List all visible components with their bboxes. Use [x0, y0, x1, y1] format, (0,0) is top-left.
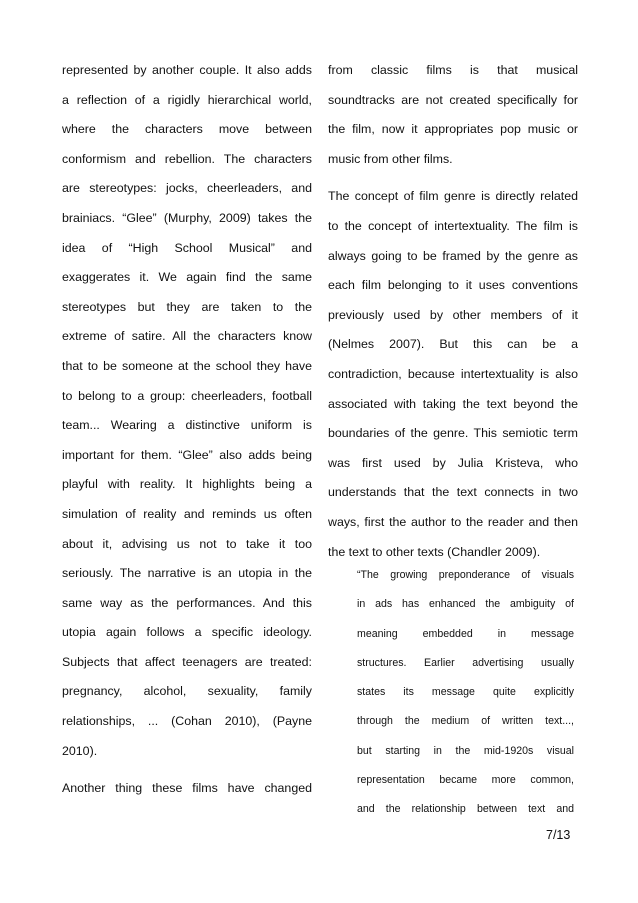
- text-line: Subjects that affect teenagers are treated:: [62, 654, 312, 669]
- text-line: stereotypes but they are taken to the: [62, 299, 312, 314]
- text-line: previously used by other members of it: [328, 307, 578, 322]
- text-line: each film belonging to it uses conventions: [328, 278, 578, 293]
- text-line: the text to other texts (Chandler 2009).: [328, 544, 541, 559]
- text-line: brainiacs. “Glee” (Murphy, 2009) takes the: [62, 210, 312, 225]
- text-line: about it, advising us not to take it too: [62, 536, 312, 551]
- text-line: 2010).: [62, 743, 98, 758]
- quote-line: representation became more common,: [357, 774, 574, 787]
- text-line: to belong to a group: cheerleaders, football: [62, 388, 312, 403]
- left-paragraph-2: [62, 778, 312, 808]
- page-number: 7/13: [546, 828, 571, 842]
- text-line: boundaries of the genre. This semiotic term: [328, 426, 578, 441]
- text-line: idea of “High School Musical” and: [62, 240, 312, 255]
- text-line: soundtracks are not created specifically for: [328, 92, 578, 107]
- text-line: music from other films.: [328, 151, 453, 166]
- paragraph-gap: [328, 178, 578, 186]
- text-line: important for them. “Glee” also adds being: [62, 447, 312, 462]
- text-line: same way as the performances. And this: [62, 595, 312, 610]
- text-line: where the characters move between: [62, 122, 312, 137]
- right-column: [328, 60, 578, 571]
- text-line: simulation of reality and reminds us often: [62, 506, 312, 521]
- quote-line: states its message quite explicitly: [357, 686, 574, 699]
- text-line: contradiction, because intertextuality is also: [328, 366, 578, 381]
- text-line: always going to be framed by the genre as: [328, 248, 578, 263]
- text-line: relationships, ... (Cohan 2010), (Payne: [62, 714, 312, 729]
- block-quote: [357, 566, 574, 830]
- text-line: the film, now it appropriates pop music or: [328, 122, 578, 137]
- text-line: extreme of satire. All the characters know: [62, 329, 312, 344]
- text-line: Another thing these films have changed: [62, 781, 312, 796]
- quote-line: “The growing preponderance of visuals: [357, 569, 574, 581]
- text-line: associated with taking the text beyond the: [328, 396, 578, 411]
- text-line: from classic films is that musical: [328, 63, 578, 77]
- text-line: The concept of film genre is directly related: [328, 189, 578, 204]
- text-line: conformism and rebellion. The characters: [62, 151, 312, 166]
- quote-line: and the relationship between text and: [357, 803, 574, 816]
- right-paragraph-1: [328, 60, 578, 178]
- text-line: playful with reality. It highlights being a: [62, 477, 312, 492]
- text-line: exaggerates it. We again find the same: [62, 270, 312, 285]
- text-line: that to be someone at the school they have: [62, 358, 312, 373]
- left-column: [62, 60, 312, 808]
- quote-line: but starting in the mid-1920s visual: [357, 744, 574, 757]
- text-line: ways, first the author to the reader and then: [328, 514, 578, 529]
- text-line: was first used by Julia Kristeva, who: [328, 455, 578, 470]
- text-line: represented by another couple. It also adds: [62, 63, 312, 77]
- quote-line: structures. Earlier advertising usually: [357, 656, 574, 669]
- text-line: understands that the text connects in two: [328, 485, 578, 500]
- paragraph-gap: [62, 770, 312, 778]
- text-line: utopia again follows a specific ideology.: [62, 625, 312, 640]
- text-line: a reflection of a rigidly hierarchical world,: [62, 92, 312, 107]
- left-paragraph-1: [62, 60, 312, 770]
- text-line: (Nelmes 2007). But this can be a: [328, 337, 578, 352]
- text-line: are stereotypes: jocks, cheerleaders, and: [62, 181, 312, 196]
- quote-line: meaning embedded in message: [357, 627, 574, 640]
- quote-line: in ads has enhanced the ambiguity of: [357, 598, 574, 611]
- text-line: pregnancy, alcohol, sexuality, family: [62, 684, 312, 699]
- quote-line: through the medium of written text...,: [357, 715, 574, 728]
- text-line: seriously. The narrative is an utopia in the: [62, 566, 312, 581]
- right-paragraph-2: [328, 186, 578, 571]
- text-line: team... Wearing a distinctive uniform is: [62, 418, 312, 433]
- text-line: to the concept of intertextuality. The film is: [328, 218, 578, 233]
